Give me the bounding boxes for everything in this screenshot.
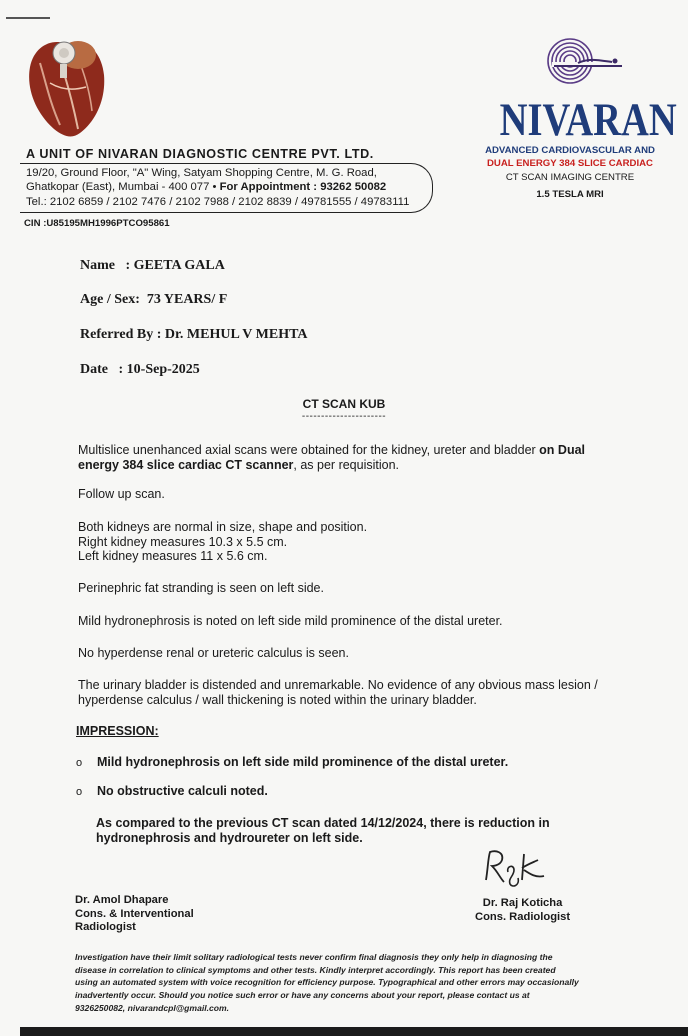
signatory-right bbox=[475, 897, 570, 924]
findings-paragraph-1 bbox=[78, 443, 598, 472]
unit-line: A UNIT OF NIVARAN DIAGNOSTIC CENTRE PVT. LTD. bbox=[26, 147, 374, 161]
kidney-line-3: Left kidney measures 11 x 5.6 cm. bbox=[78, 549, 268, 564]
address-locality: Ghatkopar (East), Mumbai - 400 077 • bbox=[26, 181, 220, 194]
impression-item-2: No obstructive calculi noted. bbox=[97, 784, 268, 798]
handwritten-signature-icon bbox=[480, 846, 550, 890]
patient-age-sex bbox=[80, 292, 227, 308]
bottom-edge-bar bbox=[20, 1027, 688, 1036]
report-title: CT SCAN KUB bbox=[302, 397, 386, 411]
patient-age-sex-label: Age / Sex: bbox=[80, 292, 147, 307]
signatory-left-name: Dr. Amol Dhapare bbox=[75, 894, 169, 906]
address-line1: 19/20, Ground Floor, "A" Wing, Satyam Shopping Centre, M. G. Road, bbox=[26, 167, 377, 179]
heart-illustration-icon bbox=[20, 33, 110, 141]
address-block bbox=[26, 166, 409, 209]
signatory-left-title-2: Radiologist bbox=[75, 921, 136, 933]
bullet-marker: o bbox=[76, 786, 83, 798]
impression-heading: IMPRESSION: bbox=[76, 724, 159, 738]
referred-by bbox=[80, 327, 308, 343]
findings-paragraph-5: Mild hydronephrosis is noted on left side mild prominence of the distal ureter. bbox=[78, 614, 503, 628]
referred-by-label: Referred By : bbox=[80, 327, 165, 342]
brand-name: NIVARAN bbox=[499, 94, 677, 146]
signatory-right-name: Dr. Raj Koticha bbox=[482, 897, 563, 909]
findings-paragraph-6: No hyperdense renal or ureteric calculus is seen. bbox=[78, 646, 349, 660]
findings-paragraph-2: Follow up scan. bbox=[78, 487, 165, 501]
patient-name-label: Name : bbox=[80, 258, 134, 273]
brand-tagline-2: DUAL ENERGY 384 SLICE CARDIAC bbox=[487, 158, 653, 169]
findings-paragraph-4: Perinephric fat stranding is seen on left side. bbox=[78, 581, 324, 595]
scan-artifact-dash bbox=[6, 17, 50, 19]
comparison-note: As compared to the previous CT scan dated 14/12/2024, there is reduction in hydronephrosis and hydroureter on left side. bbox=[96, 816, 550, 845]
disclaimer: Investigation have their limit solitary radiological tests never confirm final diagnosis they only help in diagnosing the disease in correlation to clinical symptoms and other tests. Kindly interpret accordingly. This report has been created using an automated system with voice recognition for efficiency purpose. Typographical and other errors may occasionally inadvertently occur. Should you notice such error or have any concerns about your report, please contact us at 9326250082, nivarandcpl@gmail.com. bbox=[75, 952, 579, 1013]
address-line3: Tel.: 2102 6859 / 2102 7476 / 2102 7988 / 2102 8839 / 49781555 / 49783111 bbox=[26, 195, 410, 208]
patient-name bbox=[80, 258, 225, 274]
findings-p1-bold: on Dual energy 384 slice cardiac CT scanner bbox=[78, 443, 586, 472]
referred-by-value: Dr. MEHUL V MEHTA bbox=[164, 327, 308, 342]
signatory-left-title-1: Cons. & Interventional bbox=[75, 907, 194, 920]
signatory-left bbox=[75, 894, 194, 935]
report-date-label: Date : bbox=[80, 362, 127, 377]
report-date-value: 10-Sep-2025 bbox=[126, 362, 200, 377]
brand-tagline-3: CT SCAN IMAGING CENTRE bbox=[505, 172, 635, 183]
address-line2 bbox=[26, 180, 409, 194]
impression-item-1: Mild hydronephrosis on left side mild prominence of the distal ureter. bbox=[97, 755, 509, 769]
findings-p1-text: Multislice unenhanced axial scans were obtained for the kidney, ureter and bladder bbox=[78, 443, 540, 457]
report-title-underline: ---------------------- bbox=[301, 411, 387, 422]
scanner-rings-icon bbox=[538, 36, 624, 86]
kidney-line-1: Both kidneys are normal in size, shape and position. bbox=[78, 520, 368, 534]
report-date bbox=[80, 362, 200, 378]
findings-paragraph-3 bbox=[78, 520, 598, 564]
brand-tagline-4: 1.5 TESLA MRI bbox=[536, 189, 604, 200]
patient-name-value: GEETA GALA bbox=[133, 258, 225, 273]
cin-number: CIN :U85195MH1996PTCO95861 bbox=[24, 218, 170, 229]
signatory-right-title: Cons. Radiologist bbox=[475, 910, 571, 923]
patient-age-sex-value: 73 YEARS/ F bbox=[146, 292, 228, 307]
findings-paragraph-7: The urinary bladder is distended and unremarkable. No evidence of any obvious mass lesion / hyperdense calculus / wall thickening is noted within the urinary bladder. bbox=[78, 678, 598, 707]
kidney-line-2: Right kidney measures 10.3 x 5.5 cm. bbox=[78, 534, 288, 549]
appointment-number: For Appointment : 93262 50082 bbox=[219, 181, 387, 194]
brand-tagline-1: ADVANCED CARDIOVASCULAR AND bbox=[485, 145, 655, 156]
bullet-marker: o bbox=[76, 757, 83, 769]
findings-p1-end: , as per requisition. bbox=[293, 457, 400, 472]
